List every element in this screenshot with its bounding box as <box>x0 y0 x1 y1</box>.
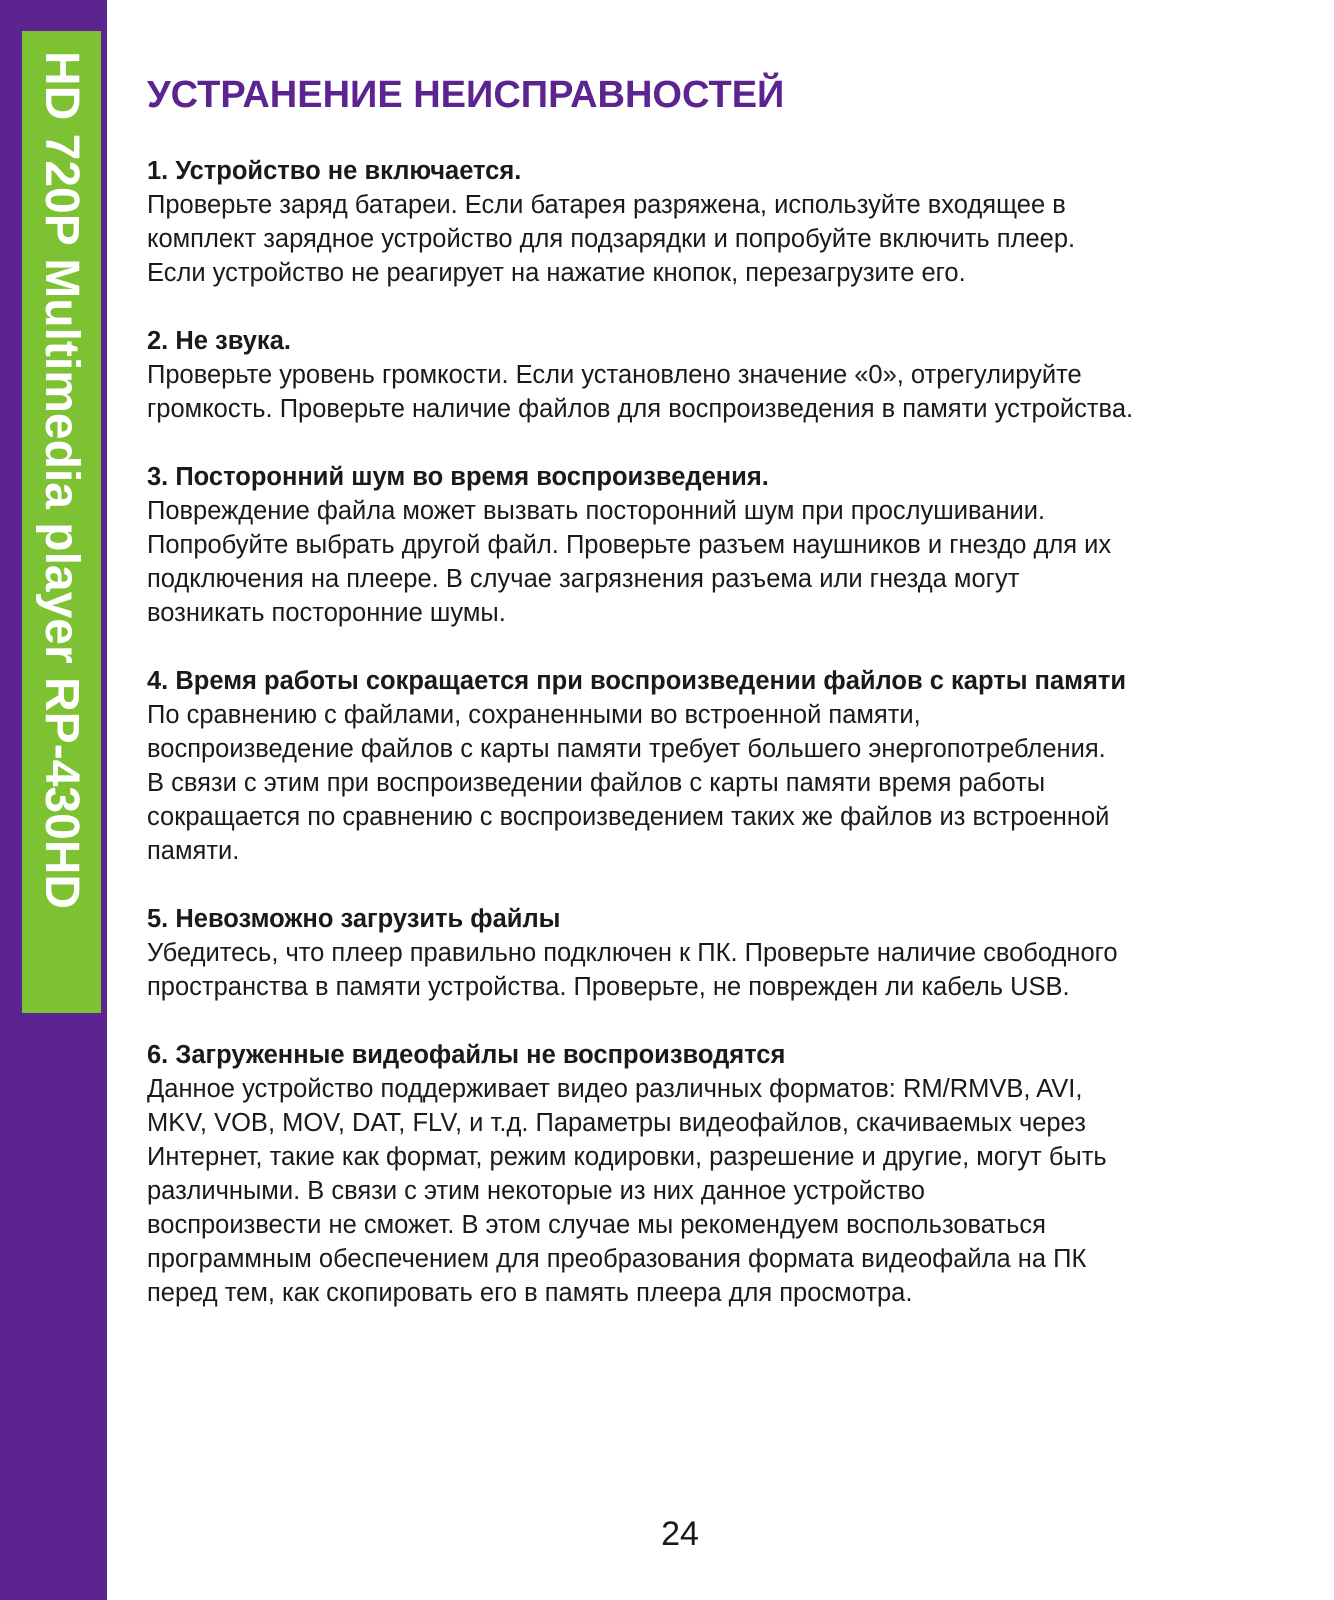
body-line: Убедитесь, что плеер правильно подключен к ПК. Проверьте наличие свободного <box>147 939 1118 967</box>
body-line: Проверьте заряд батареи. Если батарея разряжена, используйте входящее в <box>147 191 1066 219</box>
body-line: возникать посторонние шумы. <box>147 599 506 627</box>
product-label <box>22 31 101 1013</box>
sidebar-band <box>0 0 107 1600</box>
section-body <box>147 1072 1317 1310</box>
section-2 <box>147 324 1317 426</box>
body-line: MKV, VOB, MOV, DAT, FLV, и т.д. Параметры видеофайлов, скачиваемых через <box>147 1109 1086 1137</box>
section-heading: 1. Устройство не включается. <box>147 157 522 185</box>
section-6 <box>147 1038 1317 1310</box>
page-number: 24 <box>661 1515 699 1553</box>
body-line: подключения на плеере. В случае загрязнения разъема или гнезда могут <box>147 565 1020 593</box>
section-body <box>147 936 1317 1004</box>
section-heading: 2. Не звука. <box>147 327 291 355</box>
section-body <box>147 494 1317 630</box>
body-line: Повреждение файла может вызвать посторонний шум при прослушивании. <box>147 497 1046 525</box>
product-label-text: HD 720P Multimedia player RP-430HD <box>35 51 88 910</box>
body-line: Если устройство не реагирует на нажатие кнопок, перезагрузите его. <box>147 259 966 287</box>
section-heading: 4. Время работы сокращается при воспроизведении файлов с карты памяти <box>147 667 1127 695</box>
section-4 <box>147 664 1317 868</box>
body-line: По сравнению с файлами, сохраненными во встроенной памяти, <box>147 701 921 729</box>
body-line: Проверьте уровень громкости. Если установлено значение «0», отрегулируйте <box>147 361 1082 389</box>
section-body <box>147 698 1317 868</box>
page-content <box>147 70 1317 1344</box>
body-line: комплект зарядное устройство для подзарядки и попробуйте включить плеер. <box>147 225 1076 253</box>
body-line: программным обеспечением для преобразования формата видеофайла на ПК <box>147 1245 1087 1273</box>
section-heading: 5. Невозможно загрузить файлы <box>147 905 561 933</box>
section-5 <box>147 902 1317 1004</box>
section-1 <box>147 154 1317 290</box>
body-line: Данное устройство поддерживает видео различных форматов: RM/RMVB, AVI, <box>147 1075 1083 1103</box>
section-heading: 3. Посторонний шум во время воспроизведения. <box>147 463 769 491</box>
body-line: сокращается по сравнению с воспроизведением таких же файлов из встроенной <box>147 803 1110 831</box>
body-line: воспроизвести не сможет. В этом случае мы рекомендуем воспользоваться <box>147 1211 1046 1239</box>
section-body <box>147 358 1317 426</box>
section-body <box>147 188 1317 290</box>
body-line: Интернет, такие как формат, режим кодировки, разрешение и другие, могут быть <box>147 1143 1107 1171</box>
body-line: различными. В связи с этим некоторые из них данное устройство <box>147 1177 925 1205</box>
body-line: В связи с этим при воспроизведении файлов с карты памяти время работы <box>147 769 1046 797</box>
page-title: УСТРАНЕНИЕ НЕИСПРАВНОСТЕЙ <box>147 74 785 116</box>
body-line: перед тем, как скопировать его в память плеера для просмотра. <box>147 1279 913 1307</box>
section-3 <box>147 460 1317 630</box>
body-line: воспроизведение файлов с карты памяти требует большего энергопотребления. <box>147 735 1106 763</box>
body-line: пространства в памяти устройства. Проверьте, не поврежден ли кабель USB. <box>147 973 1070 1001</box>
body-line: памяти. <box>147 837 240 865</box>
body-line: громкость. Проверьте наличие файлов для воспроизведения в памяти устройства. <box>147 395 1134 423</box>
body-line: Попробуйте выбрать другой файл. Проверьте разъем наушников и гнездо для их <box>147 531 1112 559</box>
section-heading: 6. Загруженные видеофайлы не воспроизводятся <box>147 1041 786 1069</box>
